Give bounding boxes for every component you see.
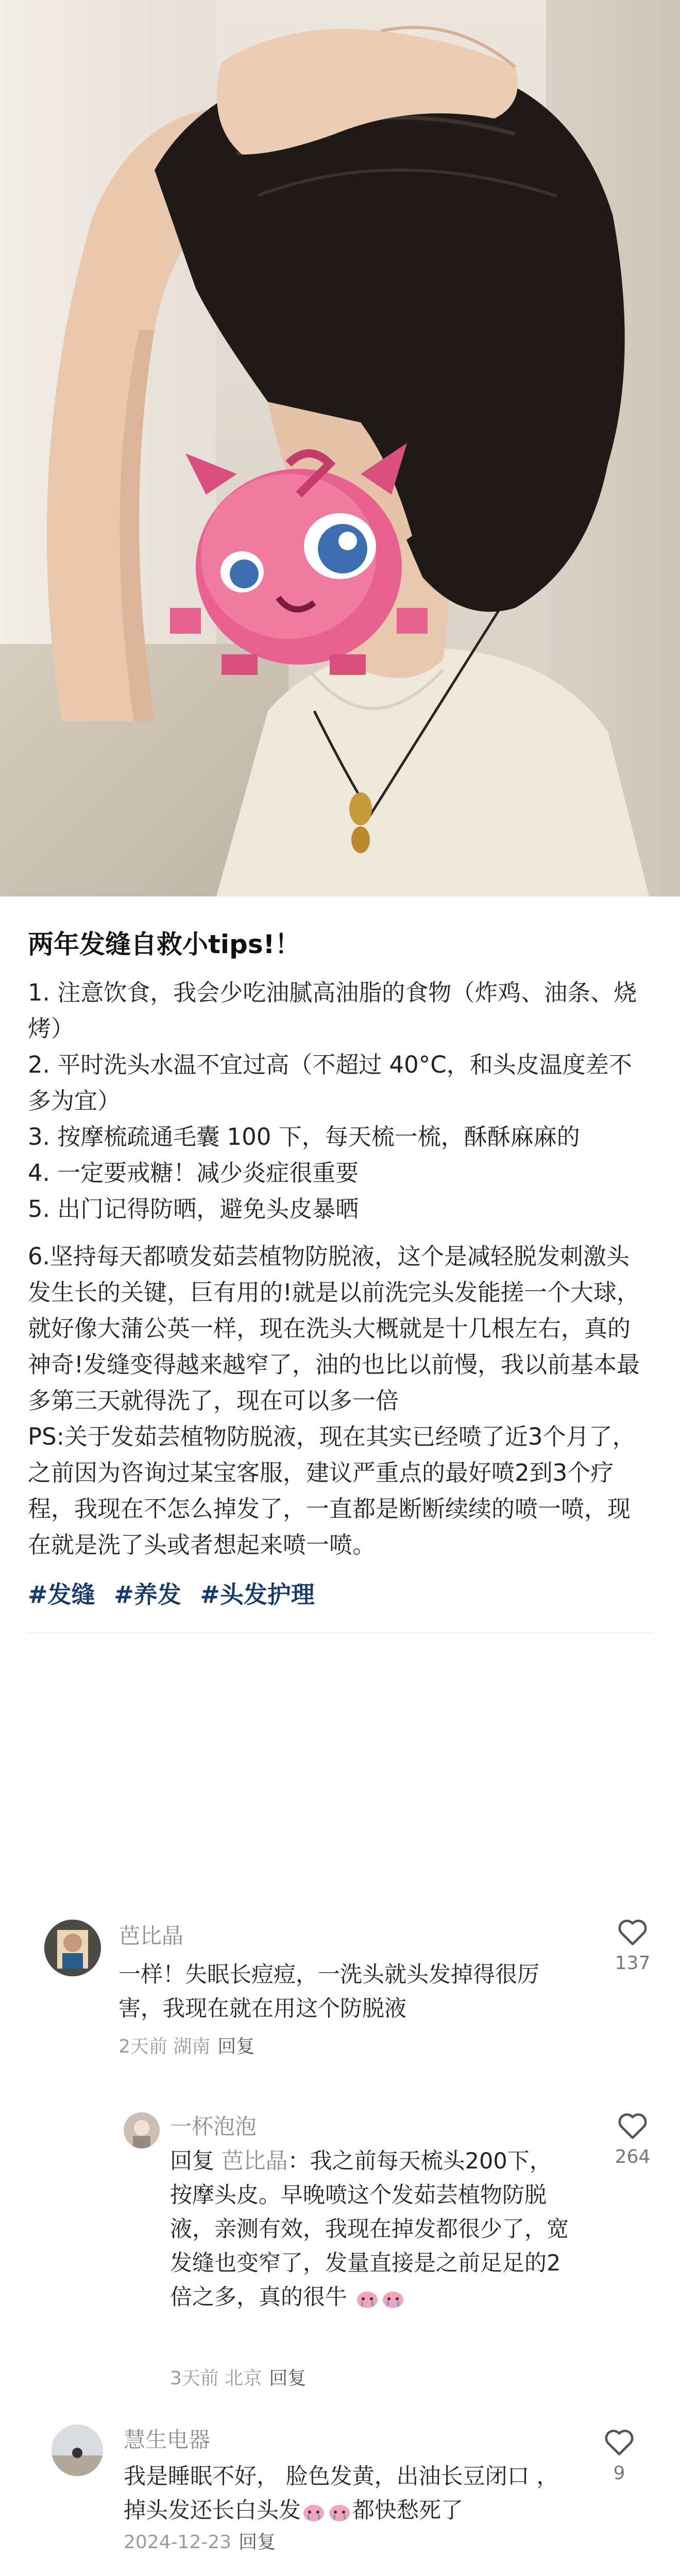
post-paragraph: PS:关于发茹芸植物防脱液，现在其实已经喷了近3个月了，之前因为咨询过某宝客服，建议严重点的最好喷2到3个疗程，我现在不怎么掉发了，一直都是断断续续的喷一喷，现在就是洗了头或者想起来喷一喷。 — [28, 1423, 636, 1558]
tag-link[interactable]: #养发 — [114, 1581, 181, 1608]
reply-item — [0, 2097, 680, 2389]
tag-link[interactable]: #头发护理 — [200, 1581, 315, 1608]
reply-button[interactable]: 回复 — [269, 2368, 307, 2389]
crying-emoji — [302, 2502, 326, 2522]
comment-meta — [118, 2034, 254, 2060]
like-count: 264 — [615, 2146, 651, 2167]
post-paragraph: 1. 注意饮食，我会少吃油腻高油脂的食物（炸鸡、油条、烧烤） — [28, 979, 637, 1042]
comment-time: 2024-12-23 — [124, 2532, 232, 2553]
crying-emoji — [381, 2289, 405, 2309]
avatar[interactable] — [124, 2112, 160, 2148]
like-count: 9 — [613, 2463, 625, 2484]
reply-body: ：我之前每天梳头200下，按摩头皮。早晚喷这个发茹芸植物防脱液，亲测有效，我现在掉发都很少了，宽发缝也变窄了，发量直接是之前足足的2倍之多，真的很牛 — [170, 2148, 569, 2310]
comment-body: 我是睡眠不好， 脸色发黄，出油长豆闭口 ， 掉头发还长白头发 — [124, 2464, 559, 2523]
post-paragraph: 2. 平时洗头水温不宜过高（不超过 40°C，和头皮温度差不多为宜） — [28, 1051, 632, 1114]
divider — [28, 1632, 652, 1633]
comment-text: 一样！失眠长痘痘，一洗头就头发掉得很厉害，我现在就在用这个防脱液 — [118, 1962, 539, 2022]
post-content — [0, 896, 680, 1633]
post-paragraph: 3. 按摩梳疏通毛囊 100 下，每天梳一梳，酥酥麻麻的 — [28, 1123, 580, 1150]
heart-outline-icon — [603, 2427, 635, 2456]
heart-outline-icon — [617, 1917, 649, 1946]
post-tags — [28, 1577, 652, 1613]
reply-button[interactable]: 回复 — [239, 2532, 276, 2553]
tag-link[interactable]: #发缝 — [28, 1581, 95, 1608]
commenter-name[interactable]: 芭比晶 — [118, 1923, 184, 1948]
like-button[interactable] — [593, 2427, 645, 2486]
comment-item — [0, 2411, 680, 2553]
post-paragraph: 4. 一定要戒糖！减少炎症很重要 — [28, 1159, 359, 1187]
post-title: 两年发缝自救小tips!！ — [28, 929, 301, 959]
like-count: 137 — [615, 1953, 651, 1974]
reply-button[interactable]: 回复 — [217, 2036, 255, 2057]
commenter-name[interactable]: 慧生电器 — [124, 2427, 211, 2452]
crying-emoji — [355, 2289, 379, 2309]
comment-meta — [170, 2366, 306, 2392]
post-paragraph: 6.坚持每天都喷发茹芸植物防脱液，这个是减轻脱发刺激头发生长的关键，巨有用的!就是以前洗完头发能搓一个大球，就好像大蒲公英一样，现在洗头大概就是十几根左右，真的神奇!发缝变得越来越窄了，油的也比以前慢，我以前基本最多第三天就得洗了，现在可以多一倍 — [28, 1243, 640, 1414]
comment-item — [0, 2571, 680, 2576]
like-button[interactable] — [607, 1917, 658, 1976]
comment-body-tail: 都快愁死了 — [352, 2498, 463, 2523]
comment-text — [124, 2460, 567, 2528]
heart-outline-icon — [617, 2110, 649, 2140]
reply-prefix: 回复 — [170, 2148, 214, 2174]
comment-time-location: 3天前 北京 — [170, 2368, 262, 2389]
comment-time-location: 2天前 湖南 — [118, 2036, 211, 2057]
post-photo[interactable] — [0, 0, 680, 896]
photo-person — [0, 0, 680, 896]
crying-emoji — [328, 2502, 351, 2522]
comment-item — [0, 1880, 680, 2057]
post-paragraph: 5. 出门记得防晒，避免头皮暴晒 — [28, 1195, 359, 1223]
comment-meta — [124, 2530, 276, 2555]
avatar[interactable] — [44, 1920, 101, 1976]
reply-to-name[interactable]: 芭比晶 — [221, 2148, 288, 2174]
like-button[interactable] — [607, 2110, 658, 2170]
avatar[interactable] — [52, 2425, 103, 2476]
post-body — [28, 975, 652, 1563]
comment-text — [170, 2144, 572, 2314]
commenter-name[interactable]: 一杯泡泡 — [170, 2114, 257, 2139]
